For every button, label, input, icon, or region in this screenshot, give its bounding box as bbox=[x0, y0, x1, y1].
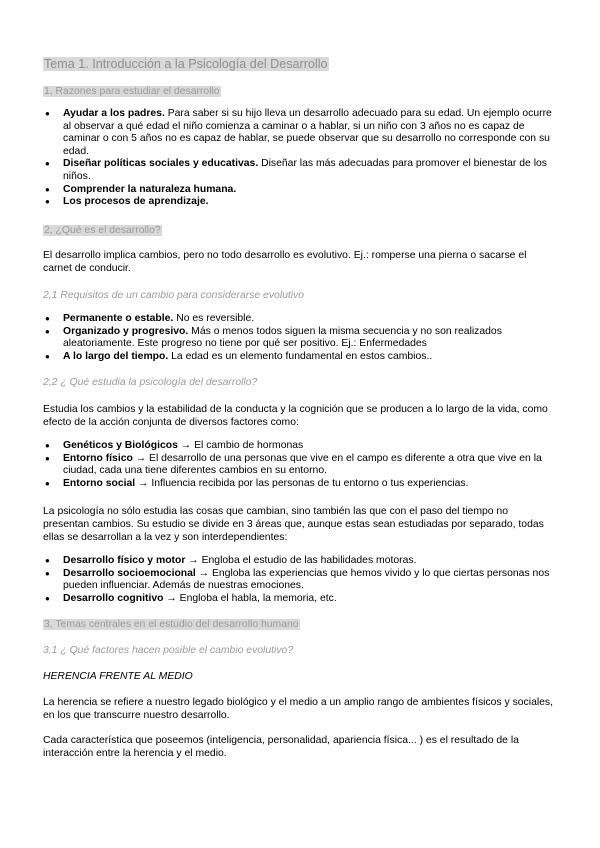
list-item: ● Diseñar políticas sociales y educativas. Diseñar las más adecuadas para promover el bienestar de los niños. bbox=[43, 158, 555, 183]
list-item: ● Desarrollo socioemocional → Engloba las experiencias que hemos vivido y lo que ciertas personas nos pueden influenciar. Además de nuestras emociones. bbox=[43, 568, 555, 593]
section-2-2-paragraph-2: La psicología no sólo estudia las cosas que cambian, sino también las que con el paso del tiempo no presentan cambios. Su estudio se divide en 3 áreas que, aunque estas sean estudiadas por separado, todas ellas se desarrollan a la vez y son interdependientes: bbox=[43, 506, 544, 543]
list-item: ● Desarrollo físico y motor → Engloba el estudio de las habilidades motoras. bbox=[43, 555, 555, 568]
list-item: ● Entorno físico → El desarrollo de una personas que vive en el campo es diferente a otra que vive en la ciudad, cada una tiene diferentes cambios en su entorno. bbox=[43, 453, 555, 478]
list-item: ● Desarrollo cognitivo → Engloba el habla, la memoria, etc. bbox=[43, 593, 555, 606]
document-title: Tema 1. Introducción a la Psicología del Desarrollo bbox=[44, 57, 328, 71]
list-item: ● Comprender la naturaleza humana. bbox=[43, 184, 555, 197]
section-3-1-paragraph-1: La herencia se refiere a nuestro legado biológico y el medio a un amplio rango de ambientes físicos y sociales, en los que transcurre nuestro desarrollo. bbox=[43, 697, 554, 721]
list-item: ● Entorno social → Influencia recibida por las personas de tu entorno o tus experiencias. bbox=[43, 478, 555, 491]
list-item: ● Permanente o estable. No es reversible. bbox=[43, 313, 555, 326]
list-item: ● Ayudar a los padres. Para saber si su hijo lleva un desarrollo adecuado para su edad. Un ejemplo ocurre al observar a qué edad el niño comienza a caminar o a hablar, si un niño con 3 años no es capaz de caminar o con 5 años no es capaz de hablar, se puede observar que su desarrollo no corresponde con su edad. bbox=[43, 108, 555, 158]
section-2-1-list bbox=[43, 313, 555, 363]
section-2-2-paragraph-1: Estudia los cambios y la estabilidad de la conducta y la cognición que se producen a lo largo de la vida, como efecto de la acción conjunta de diversos factores como: bbox=[43, 404, 548, 428]
list-item: ● Los procesos de aprendizaje. bbox=[43, 196, 555, 209]
section-2-paragraph: El desarrollo implica cambios, pero no todo desarrollo es evolutivo. Ej.: romperse una pierna o sacarse el carnet de conducir. bbox=[43, 250, 527, 274]
section-1-list bbox=[43, 108, 555, 209]
section-2-2-heading: 2,2 ¿ Qué estudia la psicología del desarrollo? bbox=[43, 377, 258, 388]
section-3-1-subheading: HERENCIA FRENTE AL MEDIO bbox=[43, 671, 193, 682]
section-2-2-list-1 bbox=[43, 440, 555, 490]
section-3-heading: 3, Temas centrales en el estudio del desarrollo humano bbox=[44, 619, 299, 630]
list-item: ● Genéticos y Biológicos → El cambio de hormonas bbox=[43, 440, 555, 453]
section-2-2-list-2 bbox=[43, 555, 555, 605]
section-1-heading: 1, Razones para estudiar el desarrollo bbox=[44, 86, 220, 97]
list-item: ● A lo largo del tiempo. La edad es un elemento fundamental en estos cambios.. bbox=[43, 351, 555, 364]
section-3-1-paragraph-2: Cada característica que poseemos (inteligencia, personalidad, apariencia física... ) es el resultado de la interacción entre la herencia y el medio. bbox=[43, 735, 519, 759]
section-2-1-heading: 2,1 Requisitos de un cambio para considerarse evolutivo bbox=[43, 290, 305, 301]
list-item: ● Organizado y progresivo. Más o menos todos siguen la misma secuencia y no son realizados aleatoriamente. Este progreso no tiene por qué ser positivo. Ej.: Enfermedades bbox=[43, 326, 555, 351]
section-2-heading: 2, ¿Qué es el desarrollo? bbox=[44, 225, 161, 236]
section-3-1-heading: 3,1 ¿ Qué factores hacen posible el cambio evolutivo? bbox=[43, 645, 294, 656]
